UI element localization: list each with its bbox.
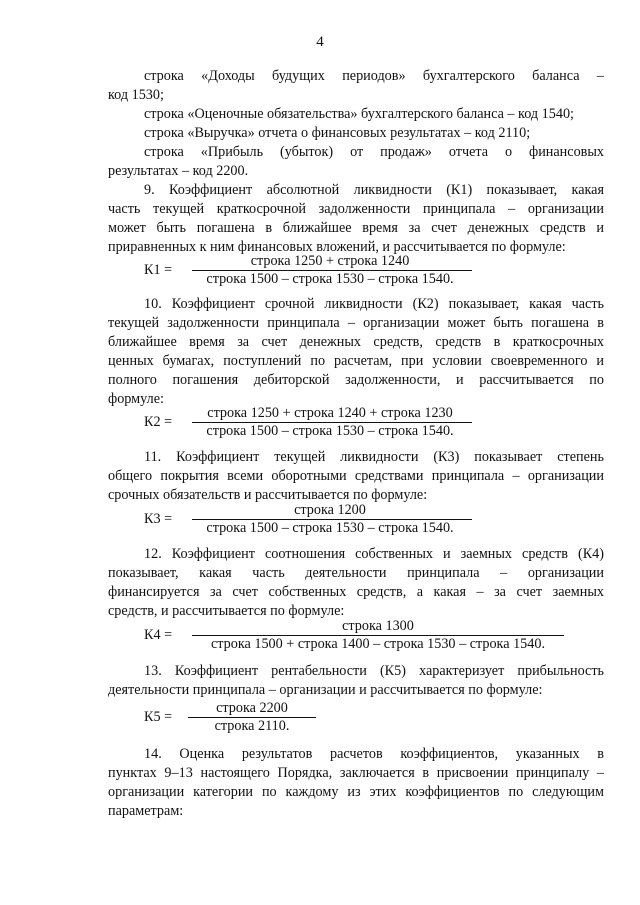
text-line: часть текущей краткосрочной задолженности принципала – организации	[108, 201, 604, 217]
text-line: 10. Коэффициент срочной ликвидности (К2) показывает, какая часть	[144, 296, 604, 312]
text-line: строка «Прибыль (убыток) от продаж» отчета о финансовых	[144, 144, 604, 160]
formula-k4	[144, 618, 584, 654]
formula-label: К1 =	[144, 262, 173, 278]
text-line: полного погашения дебиторской задолженности, и рассчитывается по	[108, 372, 604, 388]
formula-label: К3 =	[144, 511, 173, 527]
formula-k3	[144, 502, 484, 538]
text-line: ценных бумагах, поступлений по расчетам, при условии своевременного и	[108, 353, 604, 369]
text-line: строка «Доходы будущих периодов» бухгалтерского баланса –	[144, 68, 604, 84]
formula-denominator: строка 1500 – строка 1530 – строка 1540.	[206, 520, 454, 536]
formula-k1	[144, 253, 484, 289]
formula-numerator: строка 1200	[294, 502, 366, 518]
formula-numerator: строка 1250 + строка 1240	[250, 253, 410, 269]
text-line: средств, и рассчитывается по формуле:	[108, 603, 345, 619]
text-line: текущей задолженности принципала – организации может быть погашена в	[108, 315, 604, 331]
text-line: формуле:	[108, 391, 164, 407]
text-line: общего покрытия всеми оборотными средствами принципала – организации	[108, 468, 604, 484]
text-line: ближайшее время за счет денежных средств, средств в краткосрочных	[108, 334, 604, 350]
text-line: 12. Коэффициент соотношения собственных и заемных средств (К4)	[144, 546, 604, 562]
text-line: показывает, какая часть деятельности принципала – организации	[108, 565, 604, 581]
formula-denominator: строка 1500 + строка 1400 – строка 1530 – строка 1540.	[210, 636, 546, 652]
text-line: 13. Коэффициент рентабельности (К5) характеризует прибыльность	[144, 663, 604, 679]
text-line: срочных обязательств и рассчитывается по формуле:	[108, 487, 428, 503]
text-line: строка «Выручка» отчета о финансовых результатах – код 2110;	[144, 125, 531, 141]
page-number: 4	[316, 34, 324, 50]
text-line: 14. Оценка результатов расчетов коэффициентов, указанных в	[144, 746, 604, 762]
text-line: 9. Коэффициент абсолютной ликвидности (К1) показывает, какая	[144, 182, 604, 198]
formula-denominator: строка 1500 – строка 1530 – строка 1540.	[206, 271, 454, 287]
text-line: код 1530;	[108, 87, 164, 103]
text-line: 11. Коэффициент текущей ликвидности (К3) показывает степень	[144, 449, 604, 465]
formula-denominator: строка 1500 – строка 1530 – строка 1540.	[206, 423, 454, 439]
formula-k2	[144, 405, 484, 441]
formula-k5	[144, 700, 344, 736]
formula-numerator: строка 1300	[342, 618, 414, 634]
formula-denominator: строка 2110.	[214, 718, 290, 734]
text-line: может быть погашена в ближайшее время за счет денежных средств и	[108, 220, 604, 236]
text-line: финансируется за счет собственных средств, а какая – за счет заемных	[108, 584, 604, 600]
formula-label: К2 =	[144, 414, 173, 430]
formula-label: К4 =	[144, 627, 173, 643]
text-line: организации категории по каждому из этих коэффициентов по следующим	[108, 784, 604, 800]
formula-label: К5 =	[144, 709, 173, 725]
formula-numerator: строка 2200	[216, 700, 288, 716]
text-line: приравненных к ним финансовых вложений, и рассчитывается по формуле:	[108, 239, 566, 255]
text-line: результатах – код 2200.	[108, 163, 249, 179]
text-line: деятельности принципала – организации и рассчитывается по формуле:	[108, 682, 543, 698]
text-line: строка «Оценочные обязательства» бухгалтерского баланса – код 1540;	[144, 106, 574, 122]
text-line: пунктах 9–13 настоящего Порядка, заключается в присвоении принципалу –	[108, 765, 604, 781]
formula-numerator: строка 1250 + строка 1240 + строка 1230	[207, 405, 453, 421]
text-line: параметрам:	[108, 803, 184, 819]
